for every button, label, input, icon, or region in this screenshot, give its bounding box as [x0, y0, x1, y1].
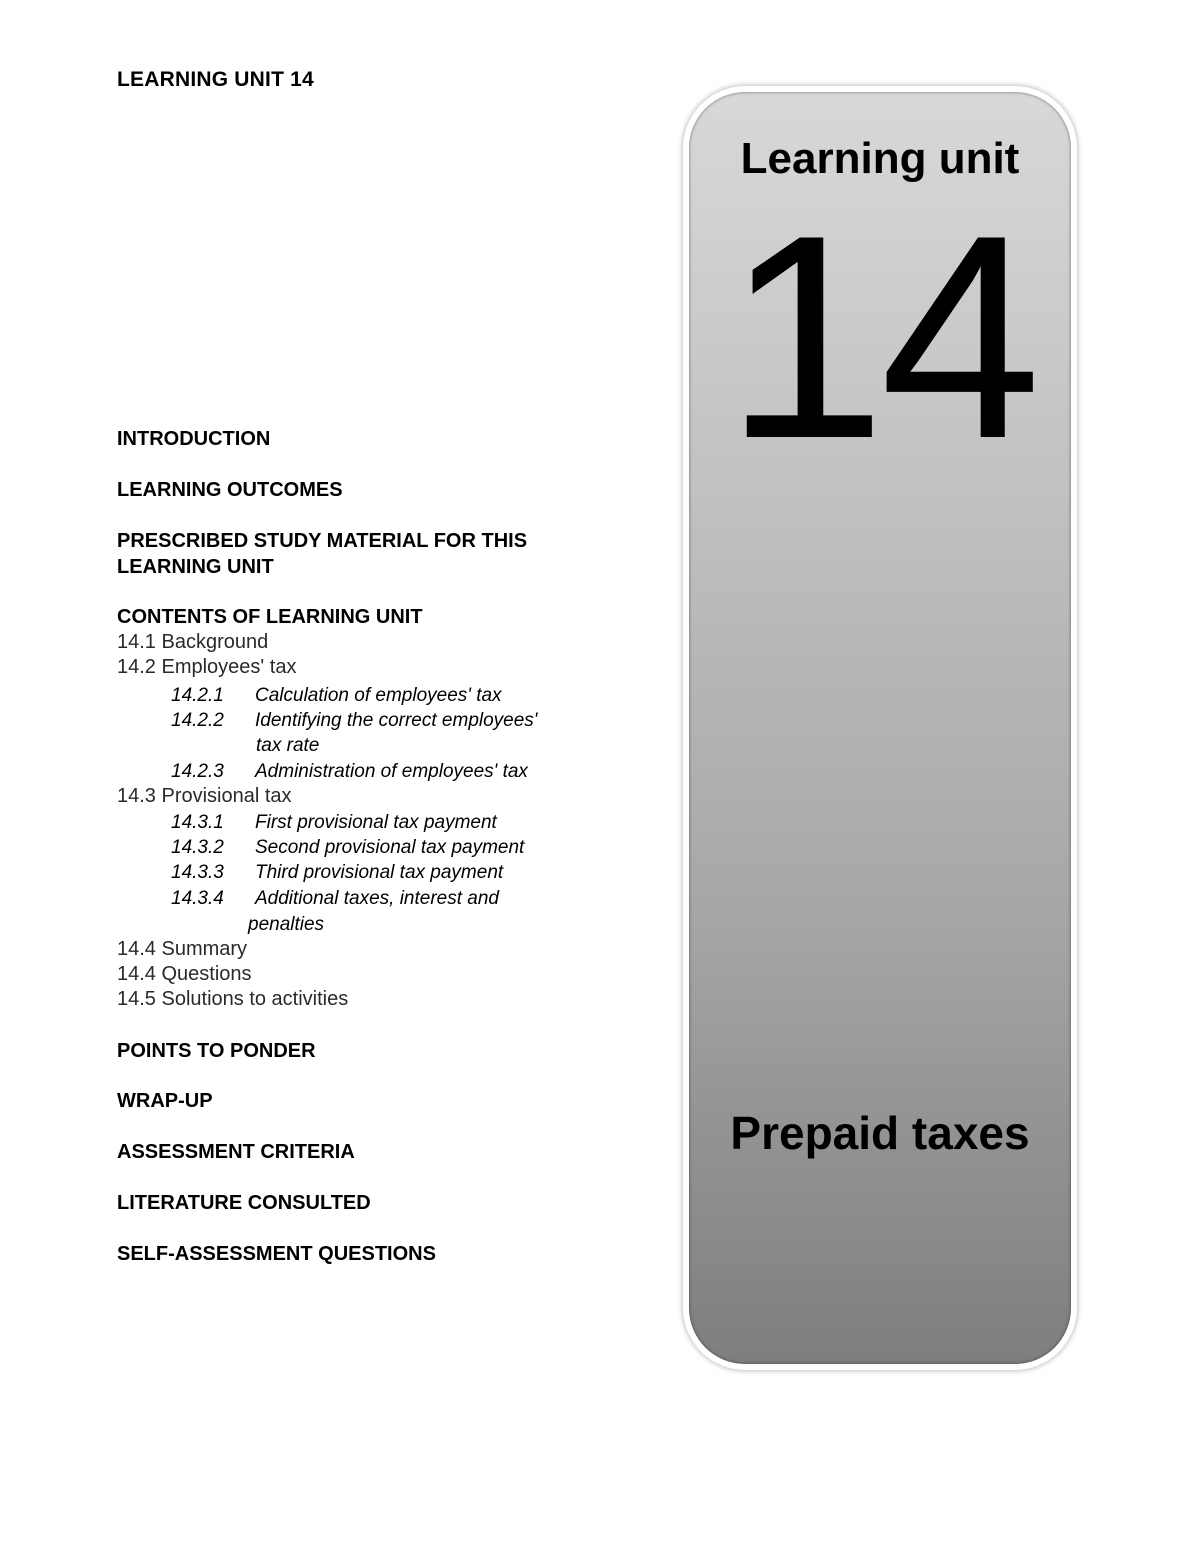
toc-item-14-2-3 [171, 759, 528, 784]
toc-item-14-2-2 [171, 708, 537, 733]
section-assessment-criteria: ASSESSMENT CRITERIA [117, 1141, 355, 1163]
toc-text: Calculation of employees' tax [255, 685, 502, 706]
toc-item-14-1: 14.1 Background [117, 631, 269, 653]
toc-item-14-3-2 [171, 835, 524, 860]
unit-banner-gradient [689, 92, 1071, 1364]
toc-text: Second provisional tax payment [255, 837, 525, 858]
toc-text: Identifying the correct employees' [255, 710, 538, 731]
section-prescribed-line1: PRESCRIBED STUDY MATERIAL FOR THIS [117, 530, 528, 552]
toc-number: 14.3.3 [171, 862, 224, 883]
toc-text: Administration of employees' tax [255, 761, 528, 782]
unit-banner-label: Learning unit [740, 134, 1020, 183]
section-contents: CONTENTS OF LEARNING UNIT [117, 606, 423, 628]
toc-text: Third provisional tax payment [255, 862, 504, 883]
toc-item-14-3-4-continued: penalties [248, 914, 325, 935]
toc-item-14-2-1 [171, 683, 502, 708]
section-points-to-ponder: POINTS TO PONDER [117, 1040, 316, 1062]
toc-number: 14.2.2 [171, 710, 224, 731]
toc-text: Additional taxes, interest and [255, 888, 499, 909]
toc-number: 14.3.4 [171, 888, 224, 909]
section-literature-consulted: LITERATURE CONSULTED [117, 1192, 371, 1214]
section-introduction: INTRODUCTION [117, 428, 271, 450]
section-prescribed-line2: LEARNING UNIT [117, 556, 274, 578]
unit-banner-title: Prepaid taxes [730, 1107, 1030, 1159]
toc-number: 14.2.1 [171, 685, 224, 706]
section-learning-outcomes: LEARNING OUTCOMES [117, 479, 343, 501]
toc-number: 14.3.1 [171, 812, 224, 833]
unit-banner-number: 14 [724, 175, 1036, 499]
toc-number: 14.2.3 [171, 761, 224, 782]
toc-item-14-3-3 [171, 860, 503, 885]
toc-item-14-3-1 [171, 810, 497, 835]
toc-item-14-5: 14.5 Solutions to activities [117, 988, 349, 1010]
page-header: LEARNING UNIT 14 [117, 68, 314, 91]
toc-item-14-4-questions: 14.4 Questions [117, 963, 252, 985]
toc-item-14-3: 14.3 Provisional tax [117, 785, 292, 807]
toc-item-14-4-summary: 14.4 Summary [117, 938, 248, 960]
toc-text: First provisional tax payment [255, 812, 497, 833]
toc-item-14-2: 14.2 Employees' tax [117, 656, 297, 678]
unit-banner-panel [683, 86, 1077, 1370]
section-self-assessment: SELF-ASSESSMENT QUESTIONS [117, 1243, 436, 1265]
toc-item-14-2-2-continued: tax rate [256, 735, 320, 756]
toc-number: 14.3.2 [171, 837, 224, 858]
section-wrap-up: WRAP-UP [117, 1090, 213, 1112]
toc-item-14-3-4 [171, 886, 499, 911]
